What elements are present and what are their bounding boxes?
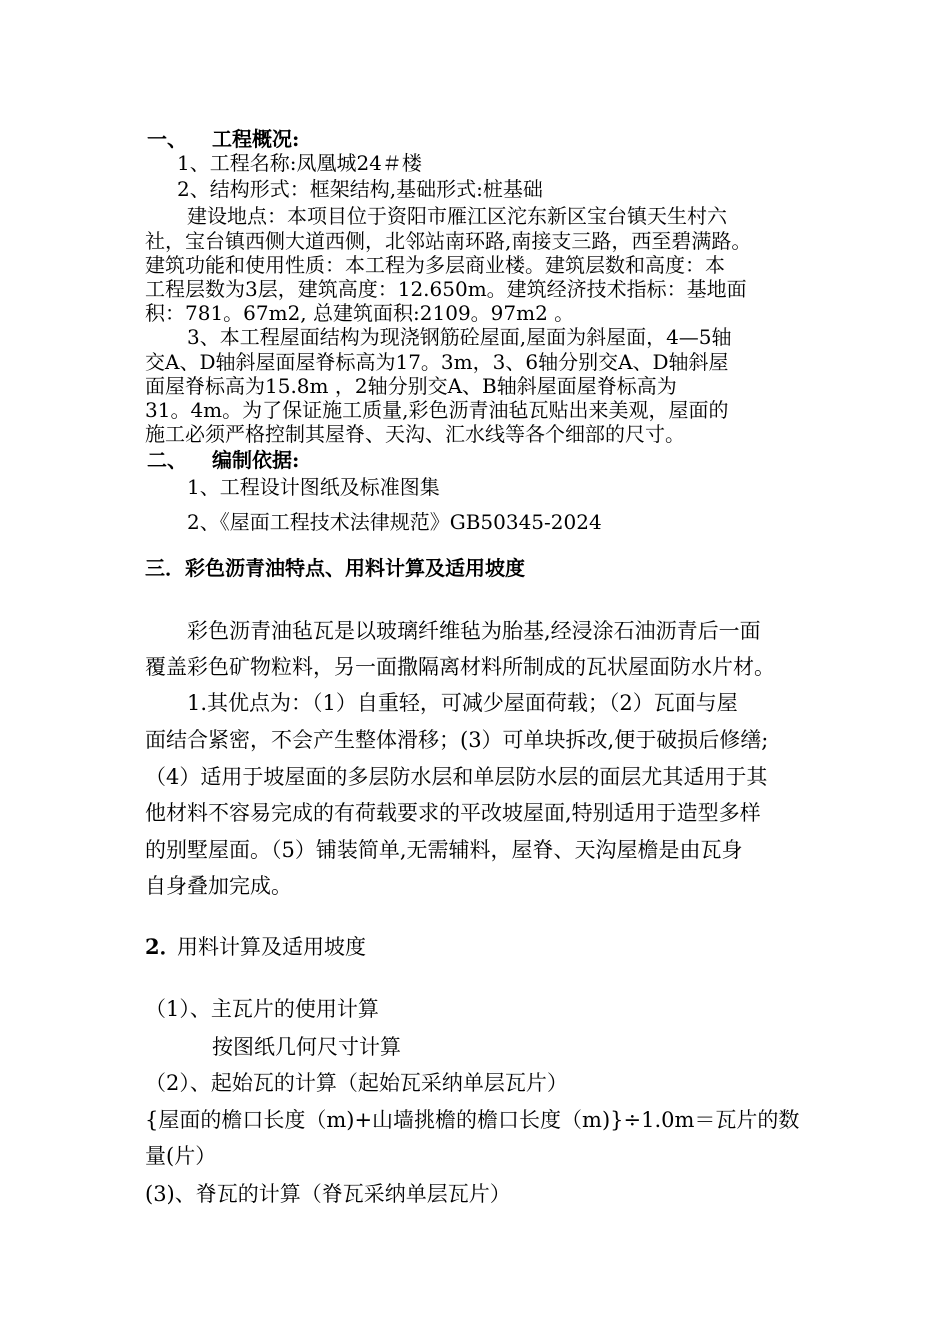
section-1-line: 建设地点：本项目位于资阳市雁江区沱东新区宝台镇天生村六	[187, 204, 727, 228]
calc-item: (3)、脊瓦的计算（脊瓦采纳单层瓦片）	[145, 1182, 511, 1206]
calc-item: 量(片）	[145, 1144, 217, 1168]
section-1-line: 积：781。67m2, 总建筑面积:2109。97m2 。	[145, 301, 575, 325]
section-3-line: 覆盖彩色矿物粒料，另一面撒隔离材料所制成的瓦状屋面防水片材。	[145, 655, 775, 679]
section-1-line: 1、工程名称:凤凰城24＃楼	[177, 151, 422, 175]
section-1-line: 建筑功能和使用性质：本工程为多层商业楼。建筑层数和高度：本	[145, 253, 725, 277]
section-2-line: 2、《屋面工程技术法律规范》GB50345-2024	[187, 510, 602, 534]
section-3-line: 彩色沥青油毡瓦是以玻璃纤维毡为胎基,经浸涂石油沥青后一面	[187, 619, 761, 643]
section-3-title: 三．彩色沥青油特点、用料计算及适用坡度	[145, 556, 525, 580]
section-1-line: 31。4m。为了保证施工质量,彩色沥青油毡瓦贴出来美观，屋面的	[145, 398, 729, 422]
calc-item: （1）、主瓦片的使用计算	[145, 997, 379, 1021]
section-3-line: （4）适用于坡屋面的多层防水层和单层防水层的面层尤其适用于其	[145, 765, 768, 789]
section-2-number: 二、	[147, 448, 187, 472]
section-1-line: 施工必须严格控制其屋脊、天沟、汇水线等各个细部的尺寸。	[145, 422, 685, 446]
section-1-line: 社，宝台镇西侧大道西侧，北邻站南环路,南接支三路，西至碧满路。	[145, 229, 752, 253]
calc-item: （2）、起始瓦的计算（起始瓦采纳单层瓦片）	[145, 1071, 568, 1095]
calc-item: {屋面的檐口长度（m)+山墙挑檐的檐口长度（m)}÷1.0m＝瓦片的数	[145, 1108, 800, 1132]
section-1-line: 2、结构形式：框架结构,基础形式:桩基础	[177, 177, 543, 201]
section-1-title: 工程概况:	[212, 127, 300, 151]
section-1-number: 一、	[147, 127, 187, 151]
section-1-line: 面屋脊标高为15.8m ，2轴分别交A、B轴斜屋面屋脊标高为	[145, 374, 677, 398]
calc-item: 按图纸几何尺寸计算	[212, 1035, 401, 1059]
section-3-line: 面结合紧密，不会产生整体滑移；(3）可单块拆改,便于破损后修缮;	[145, 728, 769, 752]
subsection-number: 2．	[145, 934, 181, 959]
section-1-line: 工程层数为3层，建筑高度：12.650m。建筑经济技术指标：基地面	[145, 277, 747, 301]
section-3-line: 的别墅屋面。（5）铺装简单,无需辅料，屋脊、天沟屋檐是由瓦身	[145, 838, 743, 862]
section-1-line: 3、本工程屋面结构为现浇钢筋砼屋面,屋面为斜屋面，4—5轴	[187, 325, 732, 349]
section-1-line: 交A、D轴斜屋面屋脊标高为17。3m，3、6轴分别交A、D轴斜屋	[145, 350, 729, 374]
section-2-line: 1、工程设计图纸及标准图集	[187, 475, 440, 499]
section-3-line: 他材料不容易完成的有荷载要求的平改坡屋面,特别适用于造型多样	[145, 801, 761, 825]
section-3-line: 1.其优点为：（1）自重轻，可减少屋面荷载；（2）瓦面与屋	[187, 691, 738, 715]
section-3-line: 自身叠加完成。	[145, 874, 292, 898]
subsection-title: 用料计算及适用坡度	[177, 935, 366, 959]
section-2-title: 编制依据:	[212, 448, 300, 472]
